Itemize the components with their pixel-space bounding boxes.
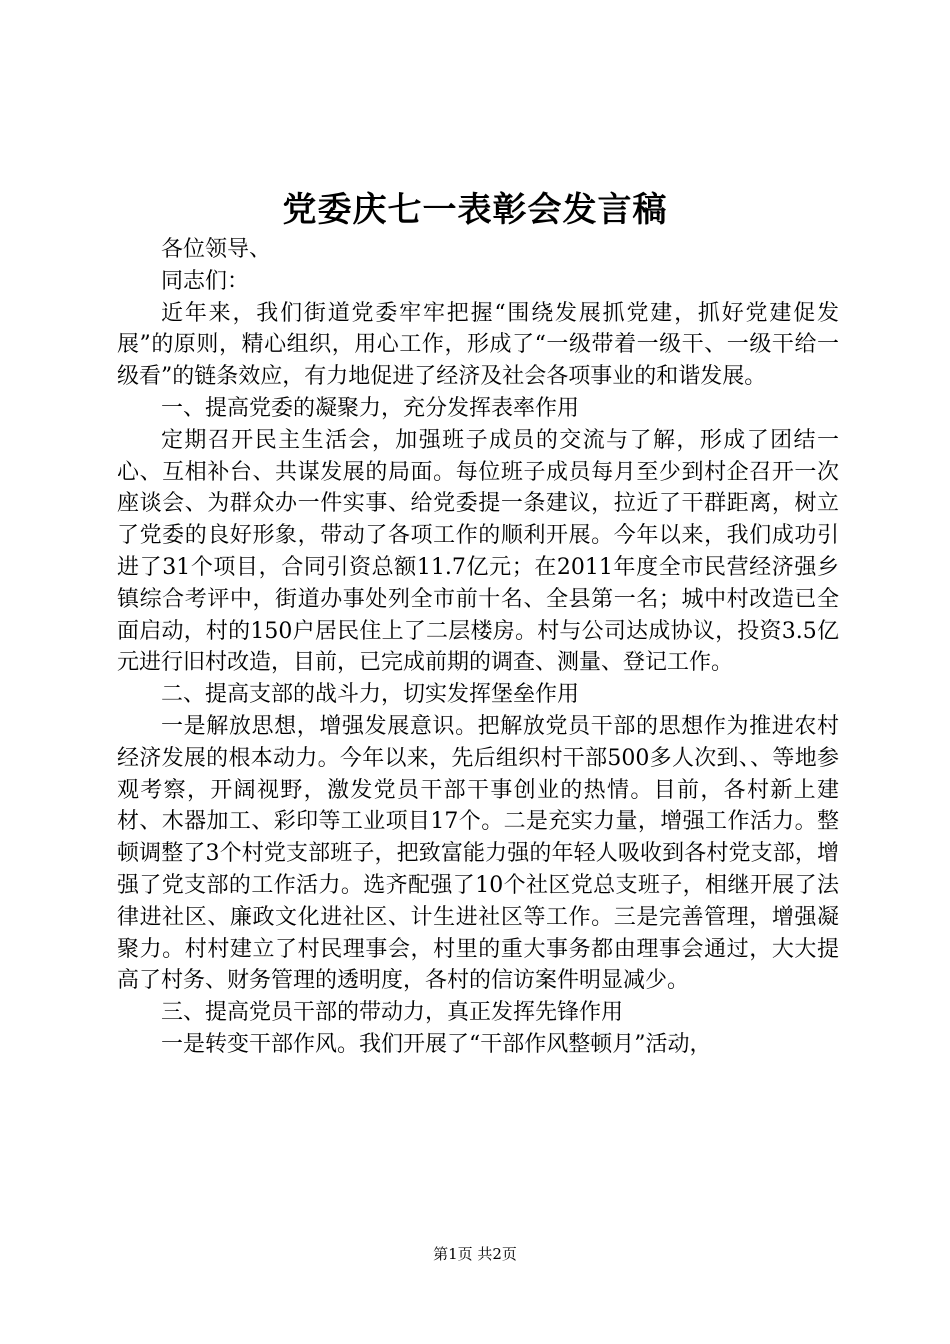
section-2-paragraph: 一是解放思想，增强发展意识。把解放党员干部的思想作为推进农村经济发展的根本动力。今年以来，先后组织村干部500多人次到、、等地参观考察，开阔视野，激发党员干部干事创业的热情。目前，各村新上建材、木器加工、彩印等工业项目17个。二是充实力量，增强工作活力。整顿调整了3个村党支部班子，把致富能力强的年轻人吸收到各村党支部，增强了党支部的工作活力。选齐配强了10个社区党总支班子，相继开展了法律进社区、廉政文化进社区、计生进社区等工作。三是完善管理，增强凝聚力。村村建立了村民理事会，村里的重大事务都由理事会通过，大大提高了村务、财务管理的透明度，各村的信访案件明显减少。	[117, 713, 839, 994]
salutation-line-2: 同志们：	[161, 268, 250, 294]
section-3-paragraph: 一是转变干部作风。我们开展了“干部作风整顿月”活动，	[161, 1031, 712, 1057]
salutation-line-1: 各位领导、	[161, 237, 272, 262]
page-footer: 第1页 共2页	[433, 1245, 517, 1263]
document-title: 党委庆七一表彰会发言稿	[282, 190, 668, 230]
section-heading-1: 一、提高党委的凝聚力，充分发挥表率作用	[161, 395, 580, 421]
section-heading-3: 三、提高党员干部的带动力，真正发挥先锋作用	[161, 1000, 624, 1026]
section-heading-2: 二、提高支部的战斗力，切实发挥堡垒作用	[161, 682, 580, 708]
document-body	[117, 234, 839, 1061]
section-1-paragraph: 定期召开民主生活会，加强班子成员的交流与了解，形成了团结一心、互相补台、共谋发展的局面。每位班子成员每月至少到村企召开一次座谈会、为群众办一件实事、给党委提一条建议，拉近了干群距离，树立了党委的良好形象，带动了各项工作的顺利开展。今年以来，我们成功引进了31个项目，合同引资总额11.7亿元；在2011年度全市民营经济强乡镇综合考评中，街道办事处列全市前十名、全县第一名；城中村改造已全面启动，村的150户居民住上了二层楼房。村与公司达成协议，投资3.5亿元进行旧村改造，目前，已完成前期的调查、测量、登记工作。	[117, 427, 839, 676]
intro-paragraph: 近年来，我们街道党委牢牢把握“围绕发展抓党建，抓好党建促发展”的原则，精心组织，用心工作，形成了“一级带着一级干、一级干给一级看”的链条效应，有力地促进了经济及社会各项事业的和谐发展。	[117, 300, 839, 390]
